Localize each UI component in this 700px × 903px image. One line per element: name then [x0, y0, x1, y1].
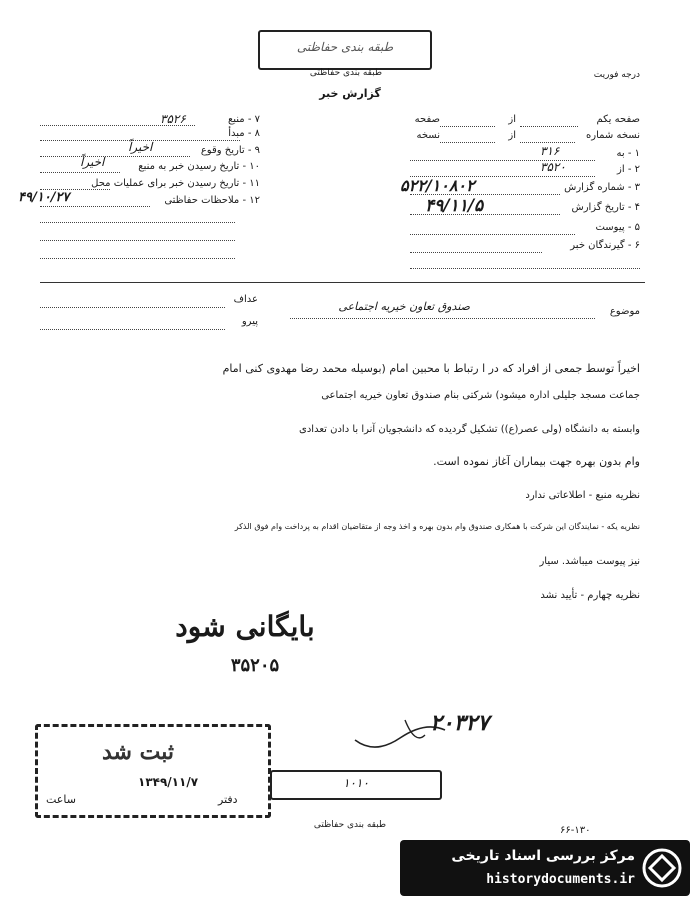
body-line: نیز پیوست میباشد. سیار	[539, 556, 640, 567]
subject-value: صندوق تعاون خیریه اجتماعی	[338, 300, 470, 313]
classification-stamp-text: طبقه بندی حفاظتی	[296, 40, 394, 54]
body-line: نظریه یکه - نمایندگان این شرکت با همکاری صندوق وام بدون بهره و اخذ وجه از متقاضیان اقدام به پرداخت وام فوق الذکر	[234, 522, 640, 531]
registered-stamp-date: ۱۳۴۹/۱۱/۷	[138, 775, 199, 789]
classification-stamp-box	[258, 30, 432, 70]
bottom-classification-box	[270, 770, 442, 800]
field-label-copy-number: نسخه شماره	[586, 130, 640, 141]
field-label-source: ۷ - منبع	[227, 114, 260, 125]
registered-stamp-hour: ساعت	[46, 793, 76, 806]
label-reference-a: عداف	[233, 294, 258, 305]
form-number: ۶۶-۱۳۰	[560, 825, 591, 836]
body-line: نظریه منبع - اطلاعاتی ندارد	[525, 490, 640, 501]
field-label-page: صفحه یکم	[596, 114, 640, 125]
body-line: نظریه چهارم - تأیید نشد	[540, 590, 640, 601]
field-value-copy-from: از	[508, 130, 516, 141]
body-line: اخیراً توسط جمعی از افراد که در ا رتباط با محبین امام (بوسیله محمد رضا مهدوی کنی امام	[222, 362, 640, 375]
field-value-source: ۳۵۲۶	[160, 112, 186, 126]
priority-label: درجه فوریت	[593, 70, 640, 80]
field-label-security-notes: ۱۲ - ملاحظات حفاظتی	[164, 195, 260, 206]
field-value-to: ۳۱۶	[540, 144, 560, 158]
registered-stamp-office: دفتر	[218, 793, 238, 806]
field-label-to: ۱ - به	[616, 148, 640, 159]
signature-number: ۲۰۳۲۷	[430, 710, 490, 736]
field-value-report-date: ۴۹/۱۱/۵	[425, 196, 484, 216]
footer-logo	[400, 840, 690, 896]
body-line: وام بدون بهره جهت بیماران آغاز نموده است.	[433, 455, 640, 468]
field-label-report-date: ۴ - تاریخ گزارش	[571, 202, 640, 213]
label-reference-b: پیرو	[241, 316, 258, 327]
bottom-classification-caption: طبقه بندی حفاظتی	[313, 820, 387, 830]
logo-emblem	[640, 846, 684, 890]
field-label-origin: ۸ - مبدأ	[228, 128, 260, 139]
field-value-occurrence-date: اخیراً	[128, 140, 153, 154]
bottom-classification-value: ۱۰۱۰	[343, 776, 369, 790]
field-value-from: ۳۵۲۰	[540, 160, 566, 174]
registered-stamp	[35, 724, 271, 818]
registered-stamp-text: ثبت شد	[101, 739, 174, 765]
classification-caption: طبقه بندی حفاظتی	[309, 68, 383, 78]
field-extra-page: صفحه	[414, 114, 440, 125]
report-title: گزارش خبر	[319, 87, 381, 100]
field-value-page-from: از	[508, 114, 516, 125]
archive-stamp-number: ۳۵۲۰۵	[230, 655, 280, 676]
field-label-occurrence-date: ۹ - تاریخ وقوع	[200, 145, 260, 156]
field-extra-copy: نسخه	[416, 130, 440, 141]
body-line: جماعت مسجد جلیلی اداره میشود) شرکتی بنام صندوق تعاون خیریه اجتماعی	[321, 390, 640, 401]
field-value-arrival-date: اخیراً	[80, 155, 105, 169]
subject-label: موضوع	[609, 306, 640, 317]
logo-url: historydocuments.ir	[486, 872, 635, 887]
field-label-arrival-date: ۱۰ - تاریخ رسیدن خبر به منبع	[138, 161, 260, 172]
archive-stamp-text: بایگانی شود	[175, 610, 315, 643]
field-label-operation-date: ۱۱ - تاریخ رسیدن خبر برای عملیات محل	[91, 178, 260, 189]
section-divider	[40, 282, 645, 283]
field-value-report-number: ۵۲۲/۱۰۸۰۲	[400, 176, 475, 195]
field-value-operation-date: ۴۹/۱۰/۲۷	[18, 190, 70, 205]
field-label-recipients: ۶ - گیرندگان خبر	[570, 240, 640, 251]
logo-title: مرکز بررسی اسناد تاریخی	[451, 848, 635, 864]
field-label-report-number: ۳ - شماره گزارش	[564, 182, 640, 193]
field-label-from: ۲ - از	[617, 164, 640, 175]
body-line: وابسته به دانشگاه (ولی عصر(ع)) تشکیل گردیده که دانشجویان آنرا با دادن تعدادی	[299, 424, 640, 435]
field-label-attachment: ۵ - پیوست	[595, 222, 640, 233]
